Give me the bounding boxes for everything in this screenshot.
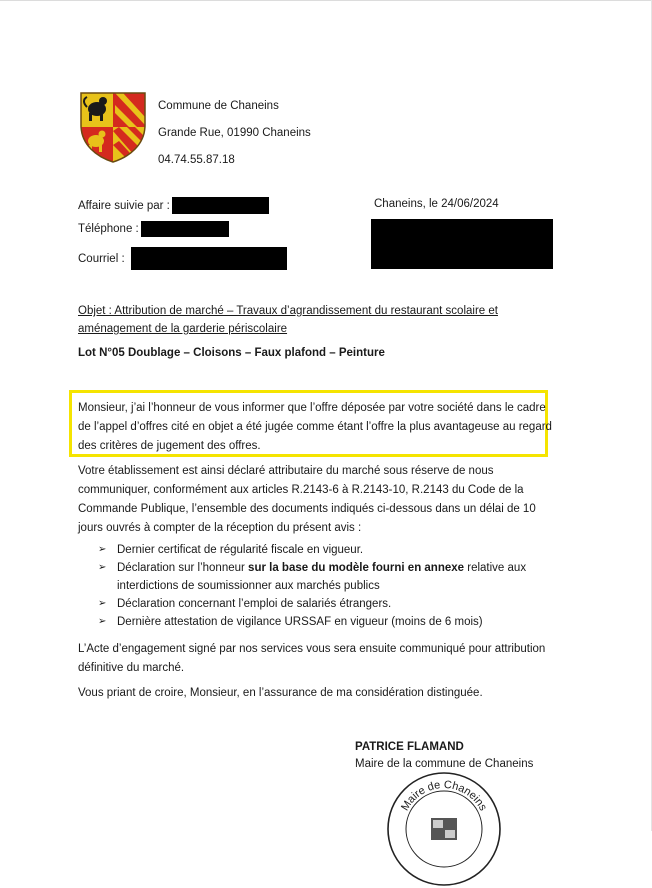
list-item	[98, 541, 558, 559]
list-item-text: Dernière attestation de vigilance URSSAF en vigueur (moins de 6 mois)	[117, 616, 483, 628]
redaction-bar	[131, 247, 287, 270]
arrow-bullet-icon: ➢	[98, 598, 107, 609]
official-stamp-icon	[385, 770, 503, 888]
signature-block	[355, 739, 533, 773]
phone-field	[78, 221, 229, 237]
followed-by-label: Affaire suivie par :	[78, 199, 170, 212]
email-field	[78, 247, 287, 270]
lot-title: Lot N°05 Doublage – Cloisons – Faux plafond – Peinture	[78, 347, 385, 359]
redaction-bar	[141, 221, 229, 237]
list-item-text: Dernier certificat de régularité fiscale en vigueur.	[117, 544, 364, 556]
arrow-bullet-icon: ➢	[98, 544, 107, 555]
commune-name: Commune de Chaneins	[158, 100, 279, 112]
signatory-name: PATRICE FLAMAND	[355, 741, 464, 753]
page-top-edge	[0, 0, 652, 1]
arrow-bullet-icon: ➢	[98, 616, 107, 627]
list-item	[98, 613, 558, 631]
coat-of-arms-icon	[79, 91, 147, 163]
letterhead	[158, 93, 311, 174]
stamp-text: Maire de Chaneins	[399, 778, 490, 813]
subject-line: Objet : Attribution de marché – Travaux d’agrandissement du restaurant scolaire et aménagement de la garderie périscolaire	[78, 305, 498, 335]
redaction-bar	[172, 197, 269, 214]
signatory-title: Maire de la commune de Chaneins	[355, 758, 534, 770]
list-item-text: Déclaration concernant l’emploi de salariés étrangers.	[117, 598, 392, 610]
award-paragraph: Monsieur, j’ai l’honneur de vous informer que l’offre déposée par votre société dans le cadre de l’appel d’offres cité en objet a été jugée comme étant l’offre la plus avantageuse au regard des critères de jugement des offres.	[78, 402, 552, 452]
email-label: Courriel :	[78, 252, 125, 265]
place-date: Chaneins, le 24/06/2024	[374, 198, 499, 210]
acte-paragraph: L’Acte d’engagement signé par nos services vous sera ensuite communiqué pour attribution définitive du marché.	[78, 643, 546, 674]
list-item-text: Déclaration sur l’honneur	[117, 562, 249, 574]
list-item-text: relative aux interdictions de soumissionner aux marchés publics	[117, 562, 527, 592]
commune-address: Grande Rue, 01990 Chaneins	[158, 127, 311, 139]
list-item	[98, 595, 558, 613]
recipient-redaction	[371, 219, 553, 269]
commune-phone: 04.74.55.87.18	[158, 154, 235, 166]
closing-paragraph: Vous priant de croire, Monsieur, en l’assurance de ma considération distinguée.	[78, 687, 483, 699]
followed-by-field	[78, 197, 269, 214]
declared-paragraph: Votre établissement est ainsi déclaré attributaire du marché sous réserve de nous communiquer, conformément aux articles R.2143-6 à R.2143-10, R.2143 du Code de la Commande Publique, l’ensemble des documents indiqués ci-dessous dans un délai de 10 jours ouvrés à compter de la réception du présent avis :	[78, 465, 536, 534]
documents-list	[98, 541, 558, 631]
list-item	[98, 559, 558, 595]
list-item-bold-text: sur la base du modèle fourni en annexe	[248, 562, 465, 574]
phone-label: Téléphone :	[78, 223, 139, 235]
arrow-bullet-icon: ➢	[98, 562, 107, 573]
